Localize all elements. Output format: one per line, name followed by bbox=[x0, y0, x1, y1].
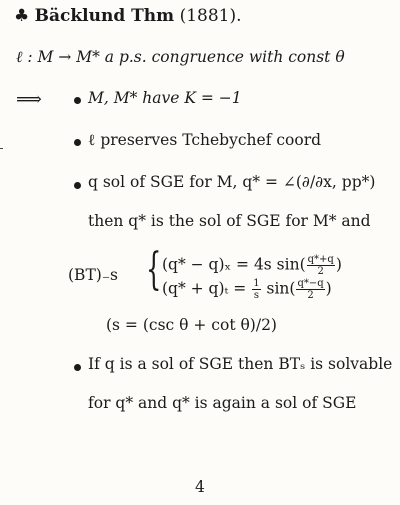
bullet-icon bbox=[74, 364, 81, 371]
margin-mark bbox=[0, 148, 3, 149]
congruence-statement: ℓ : M → M* a p.s. congruence with const θ bbox=[16, 48, 345, 66]
implies-arrow: ⟹ bbox=[16, 89, 42, 110]
bullet-icon bbox=[74, 182, 81, 189]
sge-line: q sol of SGE for M, q* = ∠(∂/∂x, pp*) bbox=[88, 173, 376, 191]
curvature-line bbox=[16, 89, 42, 110]
bt-equation-1: (q* − q)ₓ = 4s sin( $\frac{q*+q}{2}$ ) bbox=[162, 254, 342, 277]
solvable-line: If q is a sol of SGE then BTₛ is solvable bbox=[88, 355, 393, 373]
bt-label: (BT)₋s bbox=[68, 266, 118, 284]
curvature-text: M, M* have K = −1 bbox=[88, 89, 242, 107]
title-line bbox=[14, 6, 242, 26]
theorem-name: Bäcklund Thm bbox=[34, 6, 175, 26]
then-line: then q* is the sol of SGE for M* and bbox=[88, 212, 371, 230]
tchebychef-line: ℓ preserves Tchebychef coord bbox=[88, 131, 322, 149]
bullet-icon bbox=[74, 139, 81, 146]
bullet-icon bbox=[74, 97, 81, 104]
s-definition: (s = (csc θ + cot θ)/2) bbox=[106, 316, 277, 334]
page-number: 4 bbox=[195, 478, 205, 496]
theorem-year: (1881). bbox=[179, 6, 242, 26]
left-brace: { bbox=[146, 244, 162, 295]
bt-equation-2: (q* + q)ₜ = $\frac{1}{s}$ sin( $\frac{q*-q}{2}$ ) bbox=[162, 278, 332, 301]
again-line: for q* and q* is again a sol of SGE bbox=[88, 394, 357, 412]
club-icon: ♣ bbox=[14, 6, 30, 26]
